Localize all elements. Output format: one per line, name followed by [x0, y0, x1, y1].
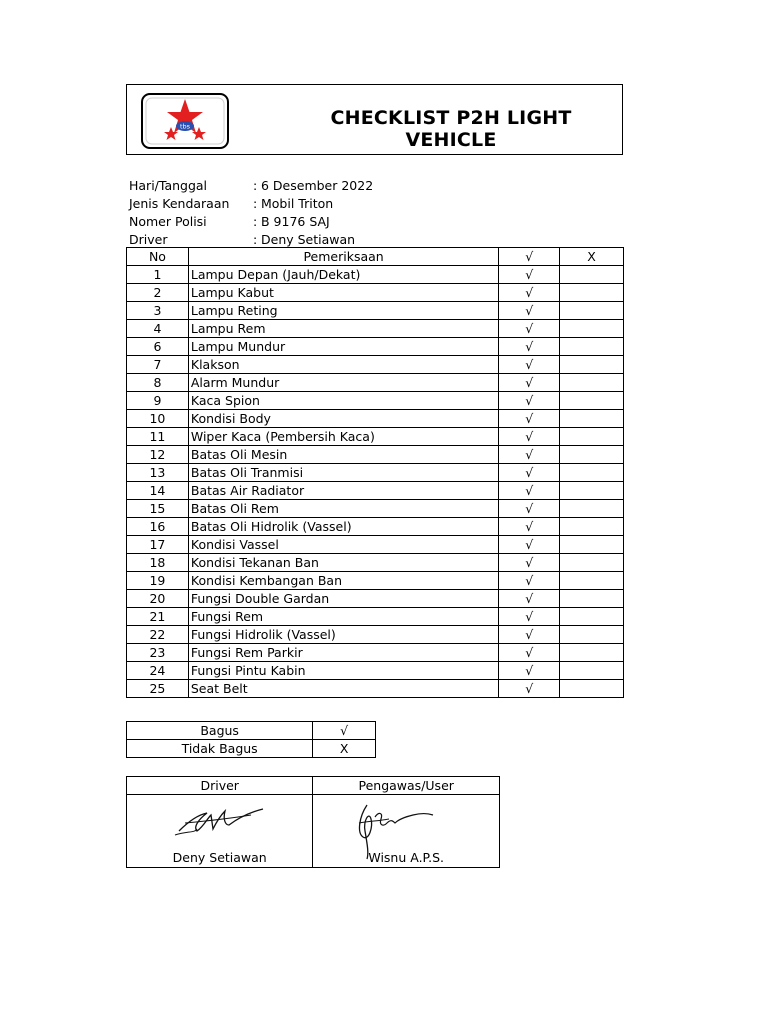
table-row: [127, 284, 624, 302]
info-value: Mobil Triton: [261, 196, 334, 211]
legend-row: [127, 722, 376, 740]
row-number: 22: [127, 626, 189, 644]
table-row: [127, 590, 624, 608]
row-item: Klakson: [188, 356, 498, 374]
row-ok-mark: √: [499, 428, 560, 446]
signature-header-row: [127, 777, 500, 795]
row-item: Lampu Mundur: [188, 338, 498, 356]
column-header-pemeriksaan: Pemeriksaan: [188, 248, 498, 266]
info-separator: :: [253, 232, 258, 247]
supervisor-signature-icon: [349, 797, 449, 861]
legend-mark: X: [313, 740, 376, 758]
row-item: Batas Oli Tranmisi: [188, 464, 498, 482]
legend-table: [126, 721, 376, 758]
row-x-mark: [560, 266, 624, 284]
legend-mark: √: [313, 722, 376, 740]
table-row: [127, 446, 624, 464]
row-number: 20: [127, 590, 189, 608]
logo-text: tbs: [179, 122, 191, 131]
info-row-vehicle-type: [129, 195, 429, 213]
row-x-mark: [560, 536, 624, 554]
row-x-mark: [560, 518, 624, 536]
row-number: 15: [127, 500, 189, 518]
table-row: [127, 500, 624, 518]
row-x-mark: [560, 446, 624, 464]
row-x-mark: [560, 572, 624, 590]
row-ok-mark: √: [499, 536, 560, 554]
row-ok-mark: √: [499, 284, 560, 302]
row-number: 17: [127, 536, 189, 554]
row-x-mark: [560, 410, 624, 428]
row-x-mark: [560, 500, 624, 518]
row-ok-mark: √: [499, 662, 560, 680]
row-item: Seat Belt: [188, 680, 498, 698]
row-x-mark: [560, 374, 624, 392]
row-x-mark: [560, 428, 624, 446]
info-separator: :: [253, 178, 258, 193]
row-ok-mark: √: [499, 446, 560, 464]
driver-name: Deny Setiawan: [172, 850, 267, 865]
info-label: Driver: [129, 232, 168, 247]
row-item: Batas Air Radiator: [188, 482, 498, 500]
table-row: [127, 518, 624, 536]
vehicle-info: [129, 177, 429, 249]
row-item: Fungsi Rem: [188, 608, 498, 626]
row-x-mark: [560, 626, 624, 644]
table-row: [127, 554, 624, 572]
row-ok-mark: √: [499, 464, 560, 482]
info-label: Jenis Kendaraan: [129, 196, 230, 211]
column-header-no: No: [127, 248, 189, 266]
row-ok-mark: √: [499, 680, 560, 698]
row-item: Kondisi Tekanan Ban: [188, 554, 498, 572]
row-x-mark: [560, 320, 624, 338]
table-row: [127, 482, 624, 500]
red-star-logo-icon: [141, 93, 229, 149]
row-number: 1: [127, 266, 189, 284]
table-row: [127, 626, 624, 644]
row-ok-mark: √: [499, 374, 560, 392]
row-item: Wiper Kaca (Pembersih Kaca): [188, 428, 498, 446]
row-x-mark: [560, 644, 624, 662]
row-number: 4: [127, 320, 189, 338]
info-separator: :: [253, 196, 258, 211]
row-x-mark: [560, 662, 624, 680]
column-header-ok: √: [499, 248, 560, 266]
table-row: [127, 608, 624, 626]
row-x-mark: [560, 608, 624, 626]
row-item: Fungsi Pintu Kabin: [188, 662, 498, 680]
row-x-mark: [560, 392, 624, 410]
row-number: 8: [127, 374, 189, 392]
checklist-table: [126, 247, 624, 698]
row-number: 23: [127, 644, 189, 662]
row-ok-mark: √: [499, 590, 560, 608]
column-header-x: X: [560, 248, 624, 266]
row-ok-mark: √: [499, 554, 560, 572]
info-value: 6 Desember 2022: [261, 178, 374, 193]
row-number: 3: [127, 302, 189, 320]
row-item: Batas Oli Mesin: [188, 446, 498, 464]
info-value: B 9176 SAJ: [261, 214, 330, 229]
row-ok-mark: √: [499, 518, 560, 536]
row-x-mark: [560, 590, 624, 608]
row-item: Fungsi Hidrolik (Vassel): [188, 626, 498, 644]
row-number: 12: [127, 446, 189, 464]
row-item: Batas Oli Rem: [188, 500, 498, 518]
row-item: Lampu Rem: [188, 320, 498, 338]
row-number: 6: [127, 338, 189, 356]
row-number: 2: [127, 284, 189, 302]
row-number: 21: [127, 608, 189, 626]
row-x-mark: [560, 464, 624, 482]
row-ok-mark: √: [499, 626, 560, 644]
row-ok-mark: √: [499, 608, 560, 626]
row-number: 25: [127, 680, 189, 698]
row-item: Batas Oli Hidrolik (Vassel): [188, 518, 498, 536]
row-x-mark: [560, 284, 624, 302]
table-row: [127, 374, 624, 392]
row-item: Kondisi Body: [188, 410, 498, 428]
driver-signature-icon: [167, 801, 267, 841]
row-ok-mark: √: [499, 356, 560, 374]
supervisor-signature-cell: [313, 795, 500, 868]
table-row: [127, 644, 624, 662]
row-item: Kondisi Vassel: [188, 536, 498, 554]
signature-row: [127, 795, 500, 868]
row-number: 18: [127, 554, 189, 572]
row-number: 9: [127, 392, 189, 410]
table-row: [127, 572, 624, 590]
row-ok-mark: √: [499, 338, 560, 356]
row-item: Alarm Mundur: [188, 374, 498, 392]
table-header-row: [127, 248, 624, 266]
row-item: Kondisi Kembangan Ban: [188, 572, 498, 590]
info-label: Nomer Polisi: [129, 214, 207, 229]
row-number: 24: [127, 662, 189, 680]
row-x-mark: [560, 554, 624, 572]
row-item: Lampu Reting: [188, 302, 498, 320]
row-x-mark: [560, 680, 624, 698]
row-x-mark: [560, 482, 624, 500]
table-row: [127, 392, 624, 410]
row-number: 7: [127, 356, 189, 374]
row-x-mark: [560, 302, 624, 320]
table-row: [127, 680, 624, 698]
table-row: [127, 464, 624, 482]
info-value: Deny Setiawan: [261, 232, 356, 247]
legend-label: Bagus: [127, 722, 313, 740]
row-ok-mark: √: [499, 482, 560, 500]
row-number: 19: [127, 572, 189, 590]
page-title: CHECKLIST P2H LIGHT VEHICLE: [330, 107, 572, 151]
row-x-mark: [560, 356, 624, 374]
row-item: Kaca Spion: [188, 392, 498, 410]
row-ok-mark: √: [499, 266, 560, 284]
row-ok-mark: √: [499, 500, 560, 518]
driver-signature-cell: [127, 795, 313, 868]
table-row: [127, 428, 624, 446]
row-ok-mark: √: [499, 644, 560, 662]
row-x-mark: [560, 338, 624, 356]
row-number: 14: [127, 482, 189, 500]
row-number: 16: [127, 518, 189, 536]
table-row: [127, 266, 624, 284]
row-ok-mark: √: [499, 302, 560, 320]
legend-label: Tidak Bagus: [127, 740, 313, 758]
table-row: [127, 410, 624, 428]
info-row-date: [129, 177, 429, 195]
row-item: Fungsi Double Gardan: [188, 590, 498, 608]
info-separator: :: [253, 214, 258, 229]
row-item: Lampu Kabut: [188, 284, 498, 302]
table-row: [127, 302, 624, 320]
row-number: 11: [127, 428, 189, 446]
row-ok-mark: √: [499, 320, 560, 338]
row-ok-mark: √: [499, 392, 560, 410]
driver-header: Driver: [127, 777, 313, 795]
table-row: [127, 662, 624, 680]
signature-table: [126, 776, 500, 868]
table-row: [127, 536, 624, 554]
row-ok-mark: √: [499, 572, 560, 590]
header-box: [126, 84, 623, 155]
table-row: [127, 356, 624, 374]
row-item: Fungsi Rem Parkir: [188, 644, 498, 662]
info-label: Hari/Tanggal: [129, 178, 208, 193]
row-ok-mark: √: [499, 410, 560, 428]
row-number: 13: [127, 464, 189, 482]
supervisor-name: Wisnu A.P.S.: [368, 850, 445, 865]
table-row: [127, 338, 624, 356]
row-item: Lampu Depan (Jauh/Dekat): [188, 266, 498, 284]
table-row: [127, 320, 624, 338]
legend-row: [127, 740, 376, 758]
info-row-plate: [129, 213, 429, 231]
supervisor-header: Pengawas/User: [313, 777, 500, 795]
row-number: 10: [127, 410, 189, 428]
